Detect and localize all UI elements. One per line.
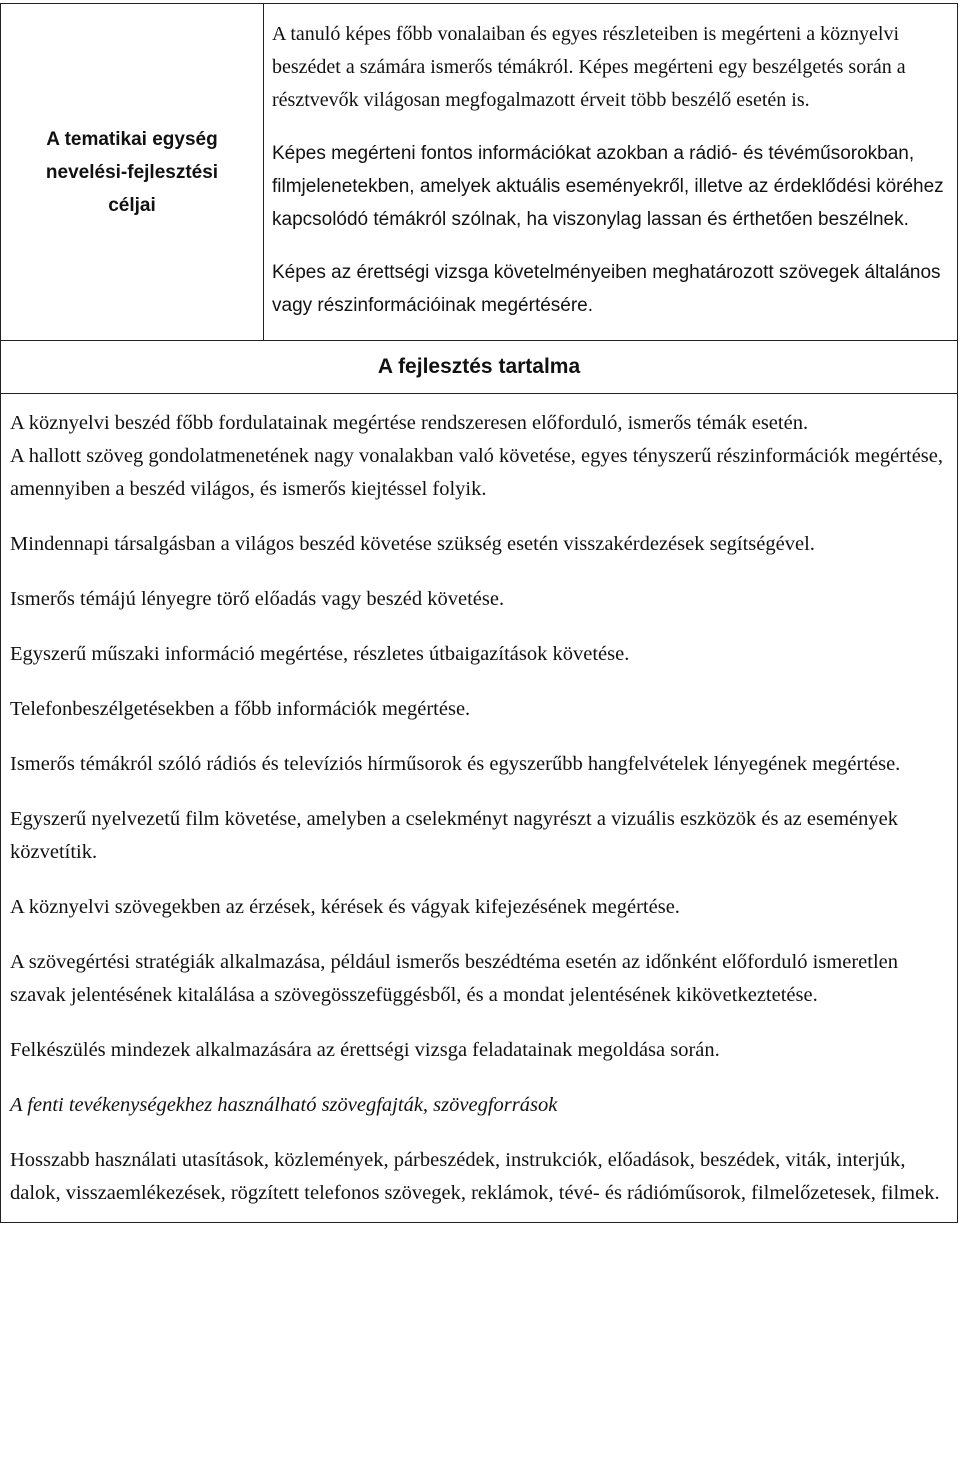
content-paragraph: Telefonbeszélgetésekben a főbb információk megértése. — [10, 698, 471, 720]
content-paragraph: Mindennapi társalgásban a világos beszéd követése szükség esetén visszakérdezések segítségével. — [10, 533, 815, 555]
goals-label-cell — [1, 4, 264, 341]
content-row — [1, 394, 958, 1223]
goals-row — [1, 4, 958, 341]
content-cell — [1, 394, 958, 1223]
content-paragraph: Ismerős témákról szóló rádiós és televíziós hírműsorok és egyszerűbb hangfelvételek lényegének megértése. — [10, 753, 901, 775]
content-paragraph: Egyszerű műszaki információ megértése, részletes útbaigazítások követése. — [10, 643, 630, 665]
goals-label-line: A tematikai egység — [46, 128, 218, 150]
content-paragraph: A szövegértési stratégiák alkalmazása, például ismerős beszédtéma esetén az időnként előforduló ismeretlen szavak jelentésének kitalálása a szövegösszefüggésből, és a mondat jelentésének kikövetkeztetése. — [10, 951, 898, 1006]
goals-paragraph: A tanuló képes főbb vonalaiban és egyes részleteiben is megérteni a köznyelvi beszédet a számára ismerős témákról. Képes megérteni egy beszélgetés során a résztvevők világosan megfogalmazott érveit több beszélő esetén is. — [272, 23, 906, 111]
goals-label-line: nevelési-fejlesztési — [45, 161, 219, 183]
heading-row — [1, 341, 958, 394]
text-types-list: Hosszabb használati utasítások, közlemények, párbeszédek, instrukciók, előadások, beszédek, viták, interjúk, dalok, visszaemlékezések, rögzített telefonos szövegek, reklámok, tévé- és rádióműsorok, filmelőzetesek, filmek. — [10, 1149, 940, 1204]
goals-label — [1, 123, 263, 222]
content-paragraph: A köznyelvi szövegekben az érzések, kérések és vágyak kifejezésének megértése. — [10, 896, 680, 918]
goals-text-cell — [264, 4, 958, 341]
text-types-heading: A fenti tevékenységekhez használható szövegfajták, szövegforrások — [10, 1094, 558, 1116]
content-paragraph: Egyszerű nyelvezetű film követése, amelyben a cselekményt nagyrészt a vizuális eszközök és az események közvetítik. — [10, 808, 898, 863]
content-heading: A fejlesztés tartalma — [1, 341, 958, 394]
content-paragraph: A köznyelvi beszéd főbb fordulatainak megértése rendszeresen előforduló, ismerős témák esetén. — [10, 412, 809, 434]
content-paragraph: Felkészülés mindezek alkalmazására az érettségi vizsga feladatainak megoldása során. — [10, 1039, 720, 1061]
goals-label-line: céljai — [108, 194, 156, 216]
goals-paragraph: Képes megérteni fontos információkat azokban a rádió- és tévéműsorokban, filmjelenetekben, amelyek aktuális eseményekről, illetve az érdeklődési köréhez kapcsolódó témákról szólnak, ha viszonylag lassan és érthetően beszélnek. — [272, 143, 944, 230]
content-paragraph: A hallott szöveg gondolatmenetének nagy vonalakban való követése, egyes tényszerű részinformációk megértése, amennyiben a beszéd világos, és ismerős kiejtéssel folyik. — [10, 445, 943, 500]
curriculum-table — [0, 3, 958, 1223]
goals-paragraph: Képes az érettségi vizsga követelményeiben meghatározott szövegek általános vagy részinformációinak megértésére. — [272, 262, 941, 316]
content-paragraph: Ismerős témájú lényegre törő előadás vagy beszéd követése. — [10, 588, 505, 610]
